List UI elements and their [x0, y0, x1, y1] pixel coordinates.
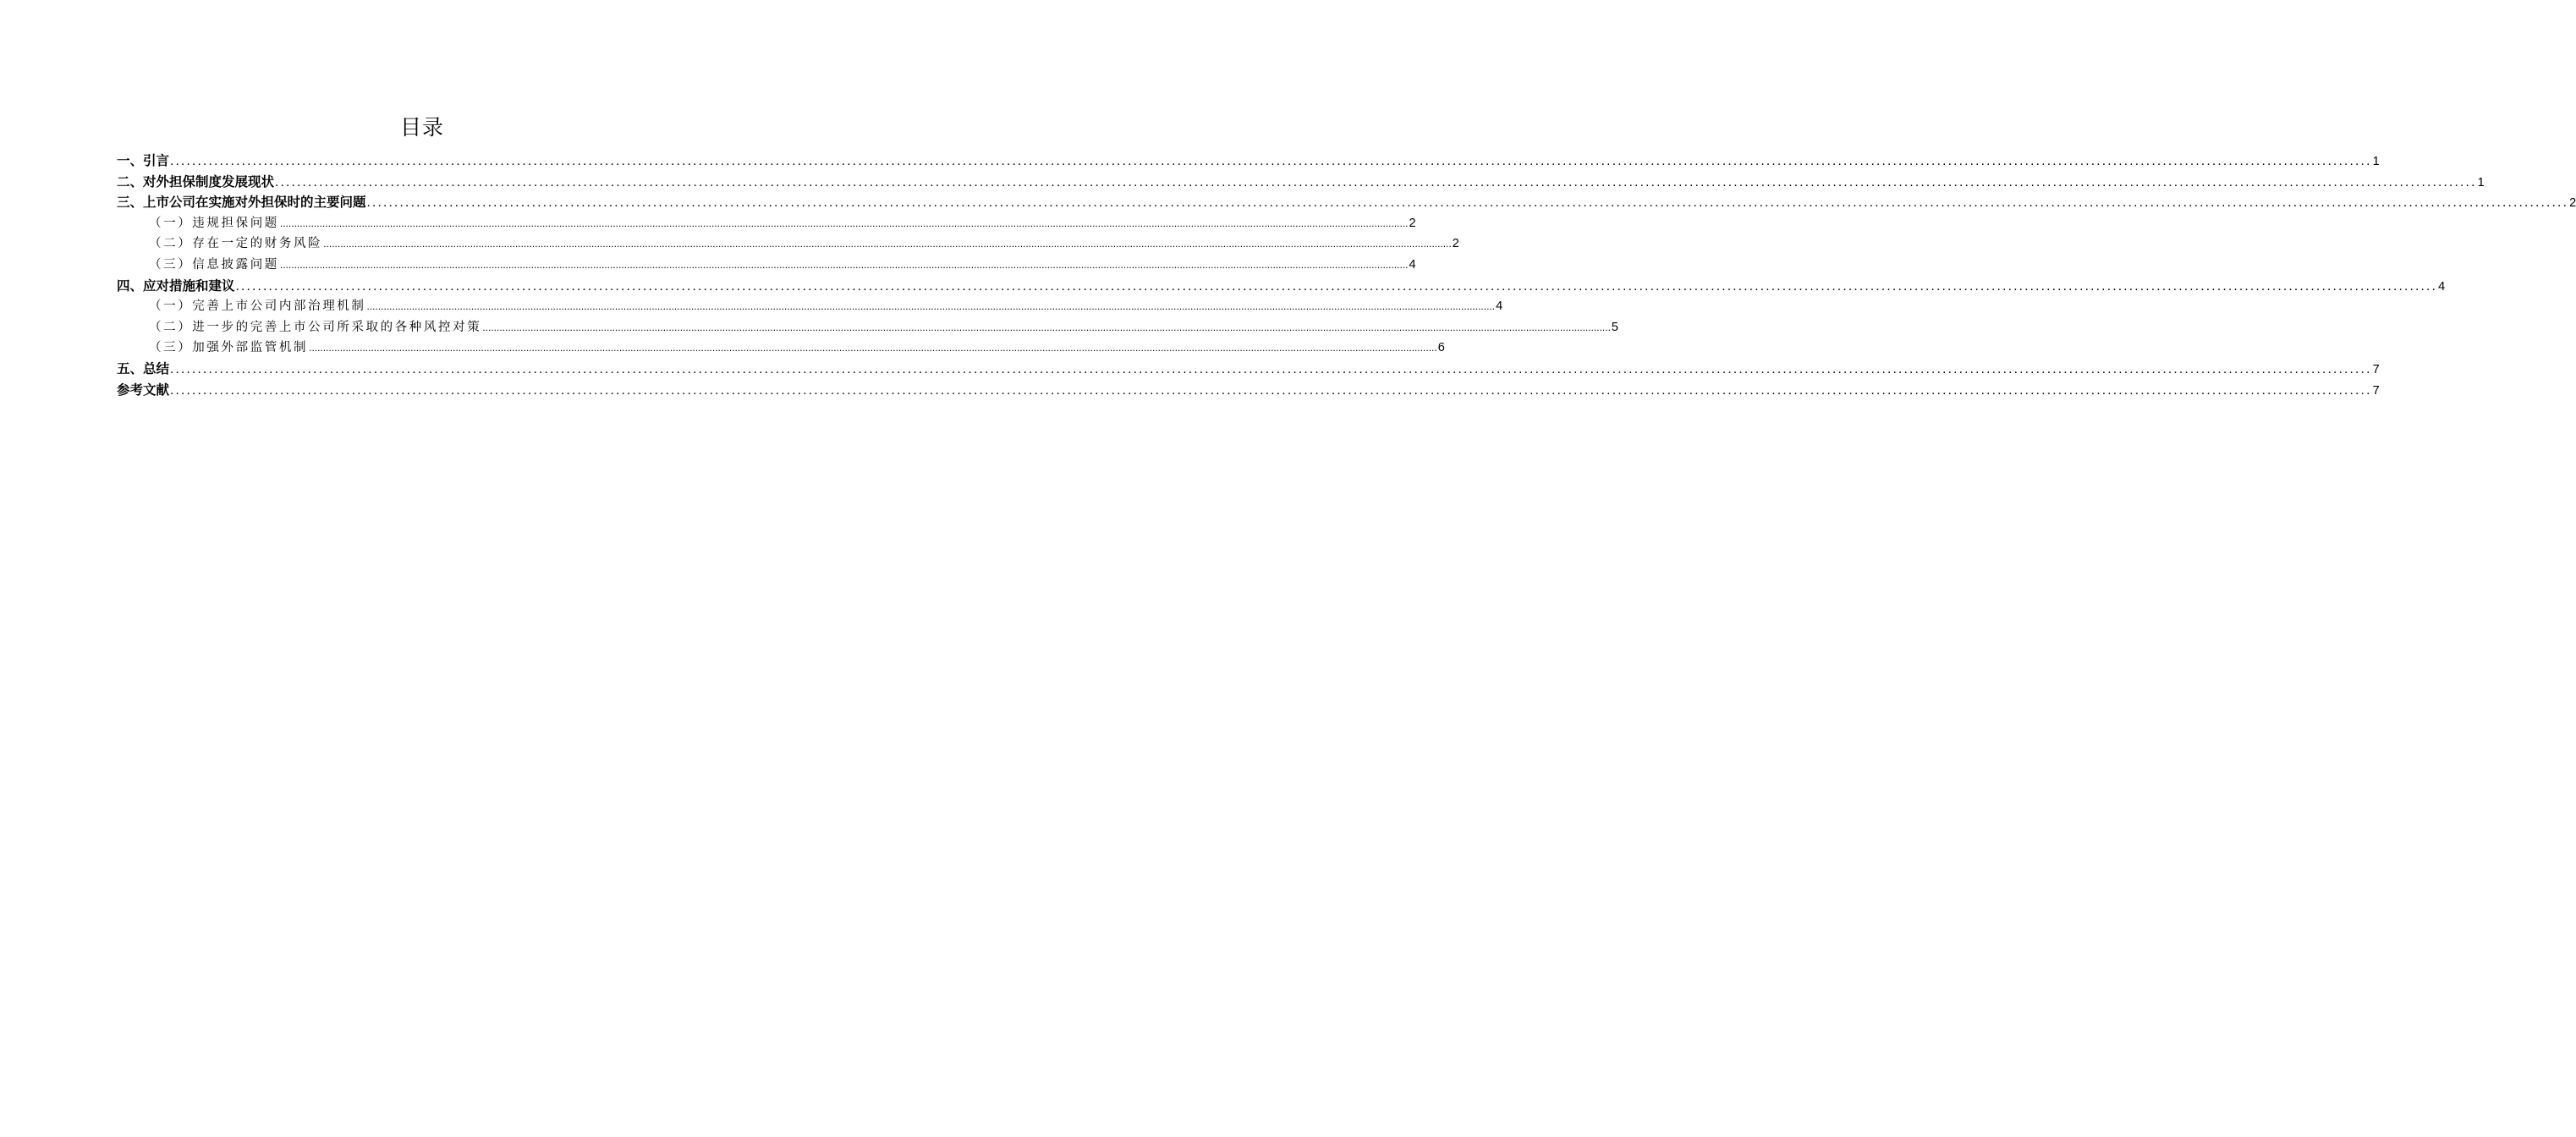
toc-leader-dots: ................................................................................................................................................................................................................................................................................................................................................................................................................ [235, 278, 2438, 294]
toc-entry[interactable] [117, 172, 2485, 193]
toc-entry-text: 一、引言 [117, 153, 170, 168]
toc-leader-dots: ................................................................................................................................................................................................................................................................................................................................................................................................................ [366, 195, 2569, 211]
toc-leader-dots: ................................................................................................................................................................................................................................................................................................................................................................................................................ [279, 217, 1409, 229]
toc-entry[interactable] [117, 380, 2380, 401]
toc-entry-text: （一）违规担保问题 [149, 216, 279, 230]
toc-page-number: 4 [1496, 299, 1503, 314]
toc-page-number: 1 [2372, 155, 2380, 168]
table-of-contents [117, 151, 2576, 400]
toc-entry-text: 四、应对措施和建议 [117, 277, 235, 294]
toc-subentry[interactable] [117, 255, 1416, 276]
toc-leader-dots: ................................................................................................................................................................................................................................................................................................................................................................................................................ [170, 361, 2372, 376]
toc-subentry[interactable] [117, 213, 1416, 234]
toc-page-number: 1 [2477, 175, 2485, 190]
toc-leader-dots: ................................................................................................................................................................................................................................................................................................................................................................................................................ [366, 300, 1496, 313]
toc-subentry[interactable] [117, 296, 1503, 317]
toc-page-number: 7 [2372, 383, 2380, 398]
toc-page-number: 6 [1437, 341, 1445, 355]
toc-subentry[interactable] [117, 338, 1445, 359]
toc-page-number: 4 [2438, 279, 2446, 294]
toc-page-number: 7 [2372, 362, 2380, 376]
toc-page-number: 4 [1409, 257, 1416, 272]
toc-subentry[interactable] [117, 317, 1618, 338]
toc-entry-text: 五、总结 [117, 360, 170, 376]
toc-entry[interactable] [117, 192, 2576, 213]
toc-leader-dots: ................................................................................................................................................................................................................................................................................................................................................................................................................ [323, 238, 1452, 250]
toc-title: 目录 [399, 115, 444, 140]
toc-entry-text: 二、对外担保制度发展现状 [117, 173, 275, 190]
toc-entry-text: （一）完善上市公司内部治理机制 [149, 299, 366, 314]
toc-page-number: 2 [2569, 196, 2576, 211]
toc-leader-dots: ................................................................................................................................................................................................................................................................................................................................................................................................................ [309, 342, 1437, 354]
toc-entry[interactable] [117, 151, 2380, 172]
toc-entry-text: （三）信息披露问题 [149, 257, 279, 272]
toc-leader-dots: ................................................................................................................................................................................................................................................................................................................................................................................................................ [279, 258, 1409, 271]
toc-leader-dots: ................................................................................................................................................................................................................................................................................................................................................................................................................ [170, 382, 2372, 398]
toc-entry-text: 三、上市公司在实施对外担保时的主要问题 [117, 195, 366, 211]
toc-entry-text: 参考文献 [117, 382, 170, 398]
toc-page-number: 5 [1611, 320, 1618, 334]
toc-entry[interactable] [117, 359, 2380, 380]
toc-leader-dots: ................................................................................................................................................................................................................................................................................................................................................................................................................ [482, 321, 1611, 333]
toc-entry-text: （二）进一步的完善上市公司所采取的各种风控对策 [149, 320, 482, 334]
toc-entry-text: （三）加强外部监管机制 [149, 341, 309, 355]
toc-page-number: 2 [1452, 237, 1459, 251]
toc-leader-dots: ................................................................................................................................................................................................................................................................................................................................................................................................................ [275, 174, 2477, 190]
toc-subentry[interactable] [117, 233, 1459, 255]
toc-entry[interactable] [117, 276, 2446, 297]
toc-entry-text: （二）存在一定的财务风险 [149, 237, 323, 251]
toc-page-number: 2 [1409, 216, 1416, 230]
toc-leader-dots: ................................................................................................................................................................................................................................................................................................................................................................................................................ [170, 154, 2372, 168]
